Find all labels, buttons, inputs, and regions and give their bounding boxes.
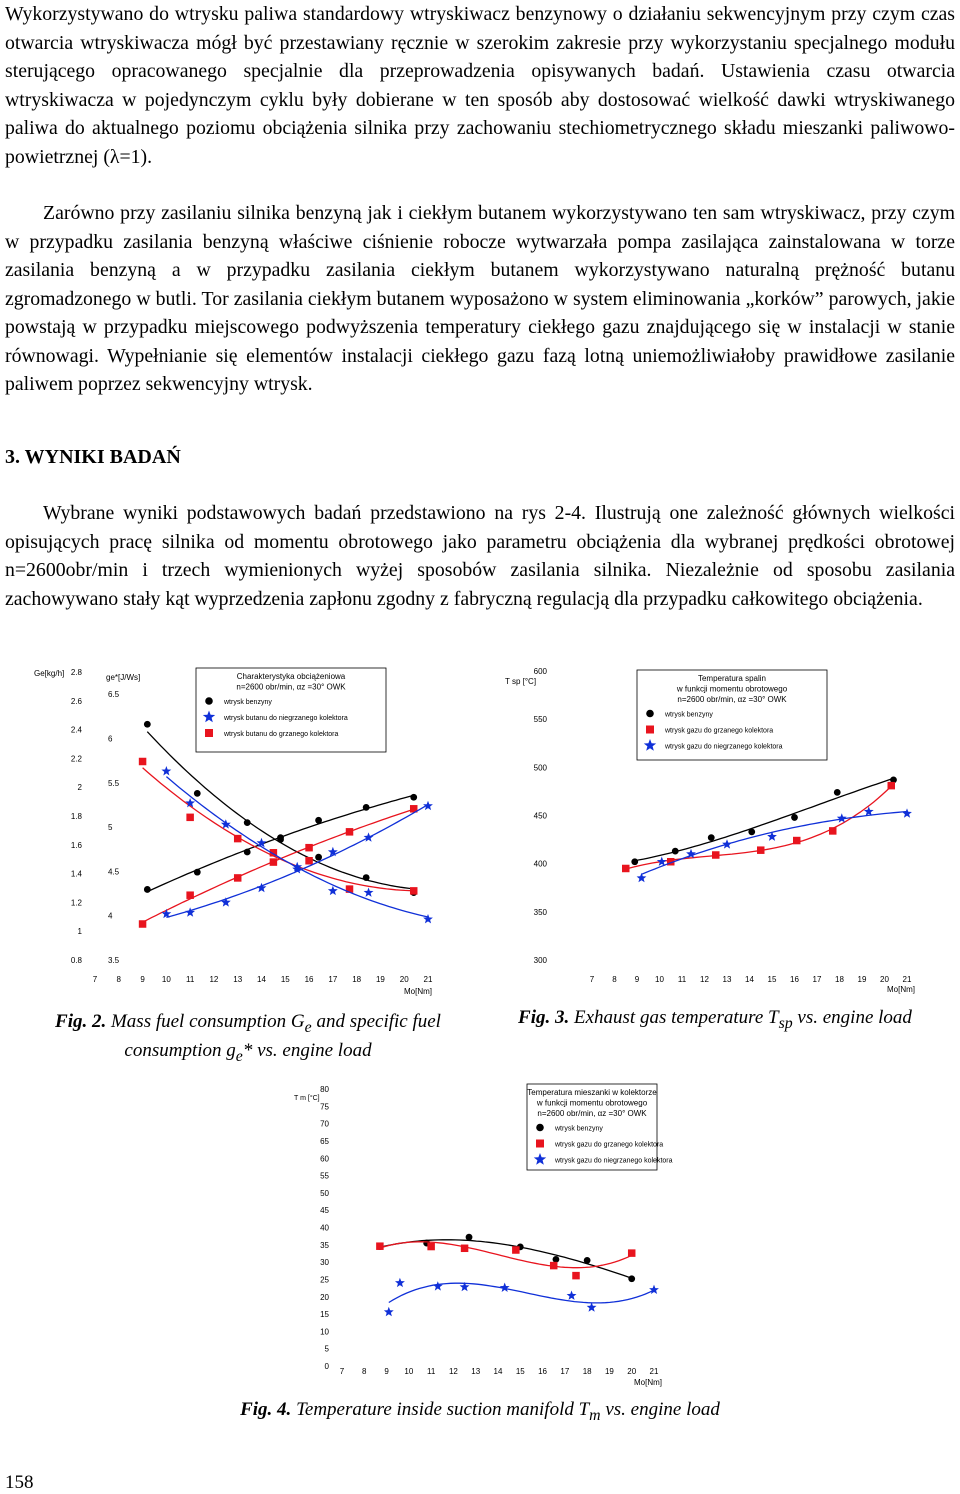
fit-line bbox=[626, 786, 892, 869]
data-point bbox=[722, 839, 732, 848]
data-point bbox=[315, 854, 322, 861]
y-tick-label-left: 2.6 bbox=[70, 696, 82, 706]
fig3-label: Fig. 3. bbox=[518, 1007, 570, 1028]
data-point bbox=[194, 869, 201, 876]
fig4-chart bbox=[280, 1080, 680, 1392]
fig3-caption bbox=[490, 1006, 940, 1035]
section-heading: 3. WYNIKI BADAŃ bbox=[5, 446, 181, 468]
data-point bbox=[649, 1285, 659, 1294]
x-axis-label: Mo[Nm] bbox=[404, 987, 432, 996]
data-point bbox=[185, 907, 195, 916]
data-point bbox=[221, 897, 231, 906]
legend-marker bbox=[205, 729, 213, 737]
y-tick-label-left: 1.2 bbox=[70, 898, 82, 908]
legend-marker bbox=[646, 726, 654, 734]
x-tick-label: 20 bbox=[627, 1367, 637, 1376]
y-tick-label: 40 bbox=[320, 1223, 329, 1233]
legend-label: wtrysk gazu do niegrzanego kolektora bbox=[555, 1157, 673, 1165]
data-point bbox=[587, 1302, 597, 1311]
x-tick-label: 11 bbox=[185, 975, 195, 984]
x-tick-label: 13 bbox=[722, 975, 732, 984]
fig2-chart bbox=[20, 660, 480, 1000]
data-point bbox=[433, 1281, 443, 1290]
x-tick-label: 15 bbox=[767, 975, 777, 984]
data-point bbox=[144, 721, 151, 728]
data-point bbox=[637, 873, 647, 882]
x-tick-label: 11 bbox=[426, 1367, 436, 1376]
legend-title-line: n=2600 obr/min, αz =30° OWK bbox=[236, 682, 346, 692]
data-point bbox=[305, 844, 313, 852]
fit-line bbox=[143, 809, 414, 922]
x-tick-label: 20 bbox=[880, 975, 889, 984]
x-tick-label: 21 bbox=[423, 975, 433, 984]
y-tick-label-right: 5 bbox=[108, 823, 113, 833]
data-point bbox=[234, 874, 242, 882]
legend-title-line: Temperatura spalin bbox=[697, 674, 767, 683]
series-0 bbox=[376, 1234, 635, 1282]
x-tick-label: 18 bbox=[352, 975, 362, 984]
data-point bbox=[277, 836, 284, 843]
fig2-label: Fig. 2. bbox=[55, 1011, 107, 1032]
y-tick-label-left: 1.4 bbox=[70, 869, 82, 879]
page-number: 158 bbox=[5, 1472, 34, 1493]
fit-line bbox=[147, 795, 413, 891]
x-tick-label: 14 bbox=[493, 1367, 503, 1376]
y-tick-label: 10 bbox=[320, 1327, 329, 1337]
fit-line bbox=[143, 768, 414, 891]
x-tick-label: 18 bbox=[582, 1367, 592, 1376]
data-point bbox=[270, 858, 278, 866]
series-2 bbox=[637, 806, 912, 882]
legend-marker bbox=[536, 1140, 544, 1148]
y-tick-label-right: 5.5 bbox=[108, 778, 120, 788]
data-point bbox=[346, 828, 354, 836]
data-point bbox=[161, 766, 171, 776]
fig3-caption-sub: sp bbox=[778, 1014, 793, 1032]
fig2-caption-a: Mass fuel consumption G bbox=[106, 1011, 305, 1032]
y-tick-label: 15 bbox=[320, 1310, 329, 1320]
y-axis-label: T sp [°C] bbox=[505, 677, 537, 686]
fig2-caption-sub-a: e bbox=[304, 1018, 312, 1036]
data-point bbox=[829, 827, 837, 835]
data-point bbox=[622, 865, 630, 873]
legend-label: wtrysk benzyny bbox=[665, 711, 713, 719]
data-point bbox=[553, 1256, 560, 1263]
data-point bbox=[364, 832, 374, 841]
x-tick-label: 7 bbox=[339, 1367, 345, 1376]
y-tick-label: 5 bbox=[324, 1344, 329, 1354]
y-axis-label-left: Ge[kg/h] bbox=[34, 669, 65, 678]
x-tick-label: 12 bbox=[209, 975, 219, 984]
y-tick-label: 20 bbox=[320, 1292, 329, 1302]
fig3-caption-b: vs. engine load bbox=[792, 1007, 912, 1028]
data-point bbox=[708, 834, 715, 841]
fig4-caption-a: Temperature inside suction manifold T bbox=[291, 1399, 590, 1420]
data-point bbox=[423, 914, 433, 923]
y-tick-label: 30 bbox=[320, 1258, 329, 1268]
series-1 bbox=[376, 1242, 635, 1280]
x-tick-label: 12 bbox=[448, 1367, 458, 1376]
y-tick-label: 300 bbox=[533, 956, 547, 965]
data-point bbox=[902, 808, 912, 817]
x-tick-label: 12 bbox=[700, 975, 709, 984]
legend-marker bbox=[536, 1124, 544, 1132]
y-axis-label-right: ge*[J/Ws] bbox=[106, 673, 141, 682]
data-point bbox=[427, 1243, 435, 1251]
x-tick-label: 13 bbox=[471, 1367, 481, 1376]
fig4-label: Fig. 4. bbox=[240, 1399, 292, 1420]
data-point bbox=[363, 874, 370, 881]
x-tick-label: 14 bbox=[745, 975, 754, 984]
fig4-caption-sub: m bbox=[589, 1406, 601, 1424]
data-point bbox=[186, 891, 194, 899]
x-axis-label: Mo[Nm] bbox=[887, 985, 915, 994]
x-tick-label: 9 bbox=[384, 1367, 389, 1376]
y-tick-label: 50 bbox=[320, 1188, 329, 1198]
legend-label: wtrysk benzyny bbox=[224, 699, 272, 706]
fit-line bbox=[380, 1242, 632, 1268]
x-tick-label: 21 bbox=[649, 1367, 659, 1376]
y-tick-label: 400 bbox=[533, 859, 547, 869]
x-tick-label: 7 bbox=[589, 975, 595, 984]
y-tick-label: 75 bbox=[320, 1102, 329, 1112]
legend-label: wtrysk butanu do grzanego kolektora bbox=[224, 731, 339, 738]
x-tick-label: 8 bbox=[116, 975, 122, 984]
data-point bbox=[461, 1245, 469, 1253]
fig2-caption bbox=[22, 1010, 474, 1068]
series-4 bbox=[161, 801, 433, 918]
y-tick-label: 0 bbox=[324, 1362, 329, 1371]
legend-label: wtrysk butanu do niegrzanego kolektora bbox=[224, 715, 348, 722]
legend-title-line: Temperatura mieszanki w kolektorze bbox=[527, 1088, 657, 1097]
fig3-caption-a: Exhaust gas temperature T bbox=[569, 1007, 779, 1028]
x-tick-label: 10 bbox=[655, 975, 664, 984]
series-5 bbox=[161, 766, 433, 923]
y-tick-label-right: 4.5 bbox=[108, 867, 120, 877]
legend-label: wtrysk gazu do niegrzanego kolektora bbox=[665, 743, 783, 751]
series-2 bbox=[384, 1278, 659, 1317]
data-point bbox=[234, 835, 242, 843]
y-tick-label-left: 0.8 bbox=[70, 956, 82, 965]
y-tick-label-left: 1.6 bbox=[70, 840, 82, 850]
x-tick-label: 8 bbox=[362, 1367, 367, 1376]
data-point bbox=[550, 1262, 558, 1270]
y-tick-label-right: 6.5 bbox=[108, 690, 120, 700]
data-point bbox=[395, 1278, 405, 1287]
legend-title-line: w funkcji momentu obrotowego bbox=[536, 1098, 648, 1108]
y-tick-label-right: 3.5 bbox=[108, 956, 120, 965]
fig2-caption-c: * vs. engine load bbox=[242, 1039, 372, 1061]
x-tick-label: 10 bbox=[161, 975, 171, 984]
x-tick-label: 8 bbox=[612, 975, 617, 984]
paragraph-fuel-supply bbox=[5, 199, 955, 399]
data-point bbox=[186, 814, 194, 822]
fit-line bbox=[389, 1283, 654, 1303]
data-point bbox=[315, 817, 322, 824]
x-tick-label: 17 bbox=[560, 1367, 570, 1376]
data-point bbox=[512, 1246, 520, 1254]
data-point bbox=[139, 758, 147, 766]
x-tick-label: 9 bbox=[634, 975, 640, 984]
x-tick-label: 19 bbox=[375, 975, 385, 984]
x-tick-label: 15 bbox=[280, 975, 290, 984]
fig2-caption-b: and specific fuel consumption g bbox=[124, 1011, 441, 1061]
fit-line bbox=[166, 805, 428, 918]
legend-label: wtrysk gazu do grzanego kolektora bbox=[555, 1141, 664, 1149]
data-point bbox=[144, 886, 151, 893]
data-point bbox=[712, 851, 720, 859]
data-point bbox=[139, 920, 147, 928]
x-tick-label: 14 bbox=[257, 975, 266, 984]
data-point bbox=[567, 1291, 577, 1300]
y-tick-label: 45 bbox=[320, 1206, 329, 1216]
x-tick-label: 16 bbox=[304, 975, 314, 984]
y-tick-label-left: 2 bbox=[77, 783, 82, 793]
data-point bbox=[194, 790, 201, 797]
data-point bbox=[410, 887, 418, 895]
paragraph-results-text: Wybrane wyniki podstawowych badań przedstawiono na rys 2-4. Ilustrują one zależność głównych wielkości opisujących pracę silnika od momentu obrotowego jako parametru obciążenia dla wybranej prędkości obrotowej n=2600obr/min i trzech wymienionych wyżej sposobów zasilania silnika. Niezależnie od sposobu zasilania zachowywano stały kąt wyprzedzenia zapłonu zgodny z fabryczną regulacją dla przypadku całkowitego obciążenia. bbox=[5, 502, 955, 610]
fig3-chart bbox=[495, 660, 935, 1000]
x-tick-label: 20 bbox=[399, 975, 409, 984]
y-tick-label: 350 bbox=[533, 907, 547, 917]
x-axis-label: Mo[Nm] bbox=[634, 1378, 662, 1387]
x-tick-label: 17 bbox=[812, 975, 822, 984]
x-tick-label: 21 bbox=[902, 975, 912, 984]
data-point bbox=[305, 857, 313, 865]
series-3 bbox=[139, 758, 418, 895]
x-tick-label: 19 bbox=[604, 1367, 614, 1376]
fig2-caption-sub-b: e bbox=[235, 1047, 243, 1065]
y-tick-label: 35 bbox=[320, 1240, 329, 1250]
legend-title-line: w funkcji momentu obrotowego bbox=[676, 684, 788, 694]
y-tick-label-right: 4 bbox=[108, 911, 113, 921]
data-point bbox=[791, 814, 798, 821]
y-tick-label-left: 1.8 bbox=[70, 812, 82, 821]
data-point bbox=[423, 801, 433, 810]
fit-line bbox=[166, 777, 428, 917]
y-tick-label: 65 bbox=[320, 1136, 329, 1146]
legend-label: wtrysk gazu do grzanego kolektora bbox=[665, 727, 774, 735]
data-point bbox=[572, 1272, 580, 1280]
data-point bbox=[631, 858, 638, 865]
fit-line bbox=[147, 732, 413, 889]
y-tick-label-left: 2.2 bbox=[70, 754, 82, 764]
y-tick-label: 550 bbox=[533, 715, 547, 725]
data-point bbox=[376, 1242, 384, 1250]
legend-marker bbox=[205, 697, 213, 705]
x-tick-label: 16 bbox=[538, 1367, 548, 1376]
y-tick-label: 80 bbox=[320, 1085, 329, 1094]
legend-title-line: Charakterystyka obciążeniowa bbox=[236, 672, 346, 681]
fit-line bbox=[380, 1240, 632, 1278]
y-tick-label: 25 bbox=[320, 1275, 329, 1285]
y-tick-label-left: 2.8 bbox=[70, 668, 82, 677]
y-axis-label: T m [°C] bbox=[294, 1095, 320, 1102]
fig4-caption bbox=[150, 1398, 810, 1427]
x-tick-label: 16 bbox=[790, 975, 799, 984]
data-point bbox=[888, 782, 896, 790]
x-tick-label: 15 bbox=[515, 1367, 525, 1376]
y-tick-label: 450 bbox=[533, 811, 547, 821]
data-point bbox=[793, 837, 801, 845]
x-tick-label: 9 bbox=[140, 975, 145, 984]
data-point bbox=[384, 1307, 394, 1316]
y-tick-label-right: 6 bbox=[108, 734, 113, 744]
data-point bbox=[584, 1257, 591, 1264]
y-tick-label: 55 bbox=[320, 1171, 329, 1181]
paragraph-intro: Wykorzystywano do wtrysku paliwa standardowy wtryskiwacz benzynowy o działaniu sekwencyjnym przy czym czas otwarcia wtryskiwacza mógł być przestawiany ręcznie w szerokim zakresie przy wykorzystaniu specjalnego modułu sterującego opracowanego specjalnie dla przeprowadzenia opisywanych badań. Ustawienia czasu otwarcia wtryskiwacza w pojedynczym cyklu były dobierane w ten sposób aby dostosować wielkość dawki wtryskiwanego paliwa do aktualnego poziomu obciążenia silnika przy zachowaniu stechiometrycznego składu mieszanki paliwowo-powietrznej (λ=1). bbox=[5, 3, 955, 168]
data-point bbox=[834, 789, 841, 796]
data-point bbox=[466, 1234, 473, 1241]
data-point bbox=[500, 1283, 510, 1293]
data-point bbox=[364, 888, 374, 897]
legend-title-line: n=2600 obr/min, αz =30° OWK bbox=[677, 695, 787, 704]
legend-title-line: n=2600 obr/min, αz =30° OWK bbox=[537, 1109, 647, 1118]
y-tick-label-left: 2.4 bbox=[70, 725, 82, 735]
series-2 bbox=[139, 805, 418, 928]
legend-marker bbox=[646, 710, 654, 718]
x-tick-label: 7 bbox=[92, 975, 98, 984]
y-tick-label: 70 bbox=[320, 1119, 329, 1129]
data-point bbox=[410, 794, 417, 801]
data-point bbox=[244, 819, 251, 826]
data-point bbox=[757, 846, 765, 854]
x-tick-label: 10 bbox=[404, 1367, 414, 1376]
paragraph-fuel-supply-text: Zarówno przy zasilaniu silnika benzyną jak i ciekłym butanem wykorzystywano ten sam wtryskiwacz, przy czym w przypadku zasilania benzyną właściwe ciśnienie robocze wytwarzała pompa zasilająca zainstalowana w torze zasilania benzyną a w przypadku zasilania ciekłym butanem wykorzystywano naturalną prężność butanu zgromadzonego w butli. Tor zasilania ciekłym butanem wyposażono w system eliminowania „korków” parowych, jakie powstają w przypadku miejscowego podwyższenia temperatury ciekłego gazu znajdującego się w instalacji w stanie równowagi. Wypełnianie się elementów instalacji ciekłego gazu fazą lotną uniemożliwiałoby prawidłowe zasilanie paliwem poprzez sekwencyjny wtrysk. bbox=[5, 202, 955, 395]
data-point bbox=[363, 804, 370, 811]
legend-label: wtrysk benzyny bbox=[555, 1125, 603, 1133]
data-point bbox=[628, 1275, 635, 1282]
data-point bbox=[748, 828, 755, 835]
x-tick-label: 18 bbox=[835, 975, 844, 984]
y-tick-label: 500 bbox=[533, 763, 547, 773]
data-point bbox=[628, 1249, 636, 1257]
data-point bbox=[672, 848, 679, 855]
x-tick-label: 17 bbox=[328, 975, 338, 984]
x-tick-label: 11 bbox=[677, 975, 687, 984]
y-tick-label-left: 1 bbox=[77, 927, 82, 937]
y-tick-label: 600 bbox=[533, 667, 547, 676]
y-tick-label: 60 bbox=[320, 1154, 329, 1164]
x-tick-label: 19 bbox=[857, 975, 867, 984]
fig4-caption-b: vs. engine load bbox=[600, 1399, 720, 1420]
paragraph-results bbox=[5, 499, 955, 613]
data-point bbox=[244, 849, 251, 856]
series-1 bbox=[622, 782, 895, 872]
x-tick-label: 13 bbox=[233, 975, 243, 984]
